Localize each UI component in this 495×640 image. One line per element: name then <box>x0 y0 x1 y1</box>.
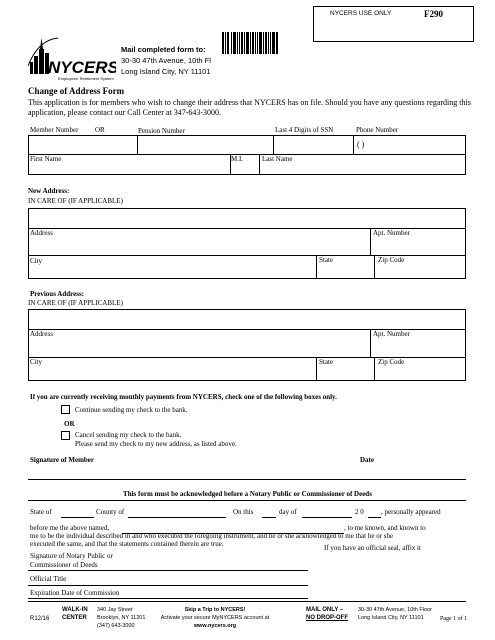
skip-trip-line: Activate your secure MyNYCERS account at <box>160 615 270 621</box>
pension-number-label: Pension Number <box>138 127 185 135</box>
notary-signature-label-1: Signature of Notary Public or <box>30 552 113 560</box>
signature-line <box>28 479 466 480</box>
nycers-use-only-label: NYCERS USE ONLY <box>330 10 392 17</box>
before-me-label: before me the above named, <box>30 524 110 532</box>
footer-mail-address-2: Long Island City, NY 11101 <box>358 615 424 621</box>
new-zip-input[interactable] <box>376 265 464 277</box>
new-state-input[interactable] <box>318 265 372 277</box>
seal-note: If you have an official seal, affix it <box>324 544 421 552</box>
new-address-heading: New Address: <box>28 187 70 195</box>
new-city-label: City <box>30 257 43 265</box>
footer-rule <box>28 601 466 602</box>
member-grid-divider <box>28 154 466 155</box>
continue-bank-checkbox[interactable] <box>61 405 70 414</box>
skip-trip-heading: Skip a Trip to NYCERS! <box>184 607 246 613</box>
last-name-label: Last Name <box>262 155 293 163</box>
nycers-website-link[interactable]: www.nycers.org <box>193 623 237 629</box>
ssn-label: Last 4 Digits of SSN <box>275 126 334 134</box>
previous-care-of-input[interactable] <box>30 311 464 327</box>
previous-address-input[interactable] <box>30 339 368 355</box>
county-of-label: County of <box>96 508 125 516</box>
personally-appeared: , personally appeared <box>381 508 441 516</box>
revision-code: R12/16 <box>30 616 50 622</box>
previous-apt-input[interactable] <box>372 339 464 355</box>
mail-address-line1: 30-30 47th Avenue, 10th Fl <box>121 56 211 65</box>
form-number: F290 <box>424 9 443 19</box>
mail-address-line2: Long Island City, NY 11101 <box>121 67 211 76</box>
first-name-input[interactable] <box>30 164 228 174</box>
payments-or: OR <box>64 420 75 428</box>
new-apt-input[interactable] <box>372 238 464 253</box>
logo-tagline: Employees' Retirement System <box>58 76 114 81</box>
day-of-line <box>302 517 352 518</box>
day-of-label: day of <box>279 508 297 516</box>
previous-city-label: City <box>30 358 43 366</box>
walkin-address-2: Brooklyn, NY 11201 <box>97 615 146 621</box>
notary-signature-label-2: Commissioner of Deeds <box>30 561 98 569</box>
previous-care-of-label: IN CARE OF (IF APPLICABLE) <box>28 299 123 307</box>
new-apt-label: Apt. Number <box>373 229 410 237</box>
new-care-of-label: IN CARE OF (IF APPLICABLE) <box>28 197 123 205</box>
new-zip-label: Zip Code <box>378 256 405 264</box>
notary-signature-line <box>28 570 308 571</box>
walkin-address-1: 340 Jay Street <box>97 607 133 613</box>
previous-zip-label: Zip Code <box>378 358 405 366</box>
county-of-line <box>128 517 226 518</box>
previous-zip-input[interactable] <box>376 367 464 379</box>
continue-bank-label: Continue sending my check to the bank. <box>75 406 188 414</box>
new-state-label: State <box>319 256 333 264</box>
phone-label: Phone Number <box>356 126 399 134</box>
mail-only-label: MAIL ONLY – <box>306 607 344 613</box>
page-title: Change of Address Form <box>28 86 125 96</box>
svg-text:NYCERS: NYCERS <box>48 58 116 77</box>
previous-address-heading: Previous Address: <box>30 290 84 298</box>
walkin-label-1: WALK-IN <box>62 607 88 613</box>
signature-date-label: Date <box>360 456 374 464</box>
new-care-of-input[interactable] <box>30 210 464 226</box>
new-address-input[interactable] <box>30 238 368 253</box>
member-signature-input[interactable] <box>30 465 352 478</box>
pension-number-input[interactable] <box>139 137 271 152</box>
previous-state-label: State <box>319 358 333 366</box>
mi-label: M.I. <box>231 155 244 163</box>
signature-member-label: Signature of Member <box>30 456 95 464</box>
year-prefix: 2 0 <box>355 508 364 516</box>
walkin-phone: (347) 643-3000 <box>97 623 135 629</box>
mi-input[interactable] <box>232 164 257 174</box>
no-drop-off-label: NO DROP-OFF <box>306 615 348 621</box>
known-label: , to me known, and known to <box>344 524 426 532</box>
page-number: Page 1 of 1 <box>440 616 468 622</box>
year-line <box>368 517 381 518</box>
on-this-label: On this <box>233 508 254 516</box>
member-number-input[interactable] <box>30 137 135 152</box>
walkin-label-2: CENTER <box>62 615 87 621</box>
state-of-line <box>61 517 94 518</box>
notary-body-line2: executed the same, and that the statements contained therein are true. <box>30 540 224 548</box>
phone-area-code: ( ) <box>357 140 365 149</box>
official-title-label: Official Title <box>30 575 67 583</box>
cancel-bank-label: Cancel sending my check to the bank. <box>75 431 182 439</box>
new-address-label: Address <box>30 229 53 237</box>
expiration-label: Expiration Date of Commission <box>30 589 120 597</box>
barcode <box>222 32 278 54</box>
state-of-label: State of <box>30 508 52 516</box>
previous-apt-label: Apt. Number <box>373 330 410 338</box>
first-name-label: First Name <box>30 155 62 163</box>
signature-date-input[interactable] <box>360 465 464 478</box>
mail-heading: Mail completed form to: <box>121 45 206 54</box>
previous-state-input[interactable] <box>318 367 372 379</box>
new-city-input[interactable] <box>30 265 314 277</box>
ssn-input[interactable] <box>275 137 351 152</box>
notary-heading: This form must be acknowledged before a Notary Public or Commissioner of Deeds <box>123 490 372 498</box>
previous-address-label: Address <box>30 330 53 338</box>
intro-text: This application is for members who wish to change their address that NYCERS has on file. Should you have any questions regarding this application, please contact our Call Center at 347-643-3000. <box>28 98 471 117</box>
cancel-bank-checkbox[interactable] <box>61 431 70 440</box>
official-title-line <box>28 585 308 586</box>
phone-input[interactable] <box>385 137 463 152</box>
member-number-label: Member Number <box>30 126 79 134</box>
or-label: OR <box>95 126 105 134</box>
payments-question: If you are currently receiving monthly payments from NYCERS, check one of the following boxes only. <box>30 393 337 401</box>
previous-city-input[interactable] <box>30 367 314 379</box>
send-new-address-label: Please send my check to my new address, as listed above. <box>75 440 237 448</box>
nycers-logo <box>28 34 116 84</box>
on-this-line <box>262 517 276 518</box>
expiration-line <box>28 598 308 599</box>
last-name-input[interactable] <box>261 164 464 174</box>
footer-mail-address-1: 30-30 47th Avenue, 10th Floor <box>358 607 432 613</box>
notary-body-line1: me to be the individual described in and who executed the foregoing instrument, and he or she acknowledged to me that he or she <box>30 532 394 540</box>
